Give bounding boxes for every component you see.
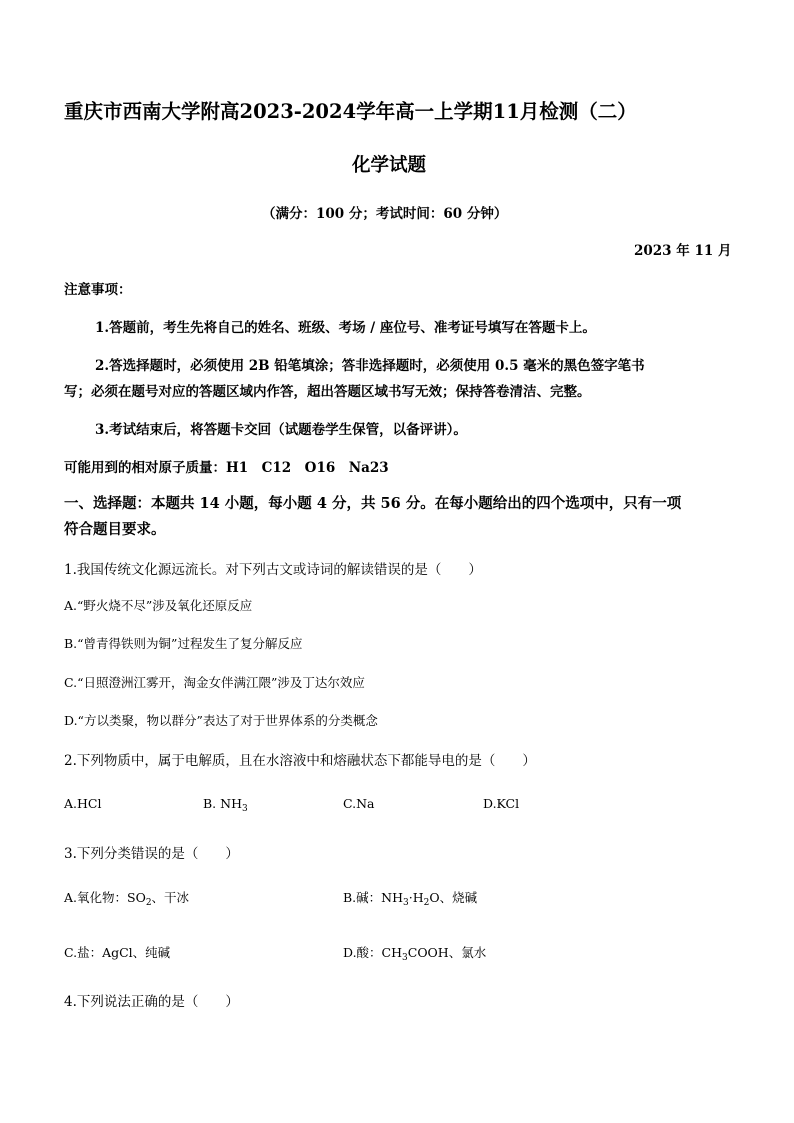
q3-option-b-mid: ·H — [408, 890, 424, 905]
q4-stem: 4.下列说法正确的是（ ） — [64, 994, 239, 1010]
q3-option-d-prefix: D.酸：CH — [343, 945, 403, 960]
q3-option-b — [343, 888, 477, 906]
q3-option-a-prefix: A.氧化物：SO — [64, 890, 146, 905]
score-info: （满分：100 分；考试时间：60 分钟） — [262, 206, 508, 222]
section-1-line-2: 符合题目要求。 — [64, 521, 166, 538]
q3-option-b-prefix: B.碱：NH — [343, 890, 403, 905]
q2-option-a: A.HCl — [64, 796, 102, 811]
q1-option-c: C.“日照澄洲江雾开，淘金女伴满江隈”涉及丁达尔效应 — [64, 675, 365, 690]
q1-option-a: A.“野火烧不尽”涉及氧化还原反应 — [64, 598, 253, 613]
q3-stem: 3.下列分类错误的是（ ） — [64, 846, 239, 862]
q3-option-a-subscript: 2 — [145, 898, 152, 908]
notice-item-3: 3.考试结束后，将答题卡交回（试题卷学生保管，以备评讲）。 — [95, 422, 467, 438]
q3-option-a — [64, 888, 189, 906]
q3-option-b-suffix: O、烧碱 — [429, 890, 478, 905]
q3-option-d — [343, 943, 486, 961]
q3-option-c: C.盐：AgCl、纯碱 — [64, 945, 171, 960]
q1-stem: 1.我国传统文化源远流长。对下列古文或诗词的解读错误的是（ ） — [64, 562, 482, 578]
q3-option-b-subscript-1: 3 — [403, 898, 409, 908]
notice-item-2-line-1: 2.答选择题时，必须使用 2B 铅笔填涂；答非选择题时，必须使用 0.5 毫米的黑色签字笔书 — [95, 358, 645, 374]
q3-option-d-subscript: 3 — [402, 953, 408, 963]
subject-title: 化学试题 — [352, 155, 427, 176]
q1-option-d: D.“方以类聚，物以群分”表达了对于世界体系的分类概念 — [64, 713, 378, 728]
notice-item-1: 1.答题前，考生先将自己的姓名、班级、考场 / 座位号、准考证号填写在答题卡上。 — [95, 320, 596, 336]
notice-heading: 注意事项： — [64, 282, 132, 298]
q2-option-b-text: B. NH — [203, 796, 242, 811]
atomic-masses: 可能用到的相对原子质量：H1 C12 O16 Na23 — [64, 460, 389, 476]
q2-option-b — [203, 796, 248, 814]
notice-item-2-line-2: 写；必须在题号对应的答题区域内作答，超出答题区域书写无效；保持答卷清洁、完整。 — [64, 384, 591, 400]
q2-option-b-subscript: 3 — [241, 804, 248, 814]
section-1-line-1: 一、选择题：本题共 14 小题，每小题 4 分，共 56 分。在每小题给出的四个选项中，只有一项 — [64, 495, 682, 512]
q3-option-b-subscript-2: 2 — [423, 898, 430, 908]
q2-option-c: C.Na — [343, 796, 375, 811]
q1-option-b: B.“曾青得铁则为铜”过程发生了复分解反应 — [64, 636, 303, 651]
q2-option-d: D.KCl — [483, 796, 520, 811]
exam-date: 2023 年 11 月 — [634, 243, 732, 259]
q2-stem: 2.下列物质中，属于电解质，且在水溶液中和熔融状态下都能导电的是（ ） — [64, 753, 536, 769]
exam-title: 重庆市西南大学附高2023-2024学年高一上学期11月检测（二） — [64, 100, 637, 123]
q3-option-d-suffix: COOH、氯水 — [407, 945, 487, 960]
q3-option-a-suffix: 、干冰 — [151, 890, 190, 905]
